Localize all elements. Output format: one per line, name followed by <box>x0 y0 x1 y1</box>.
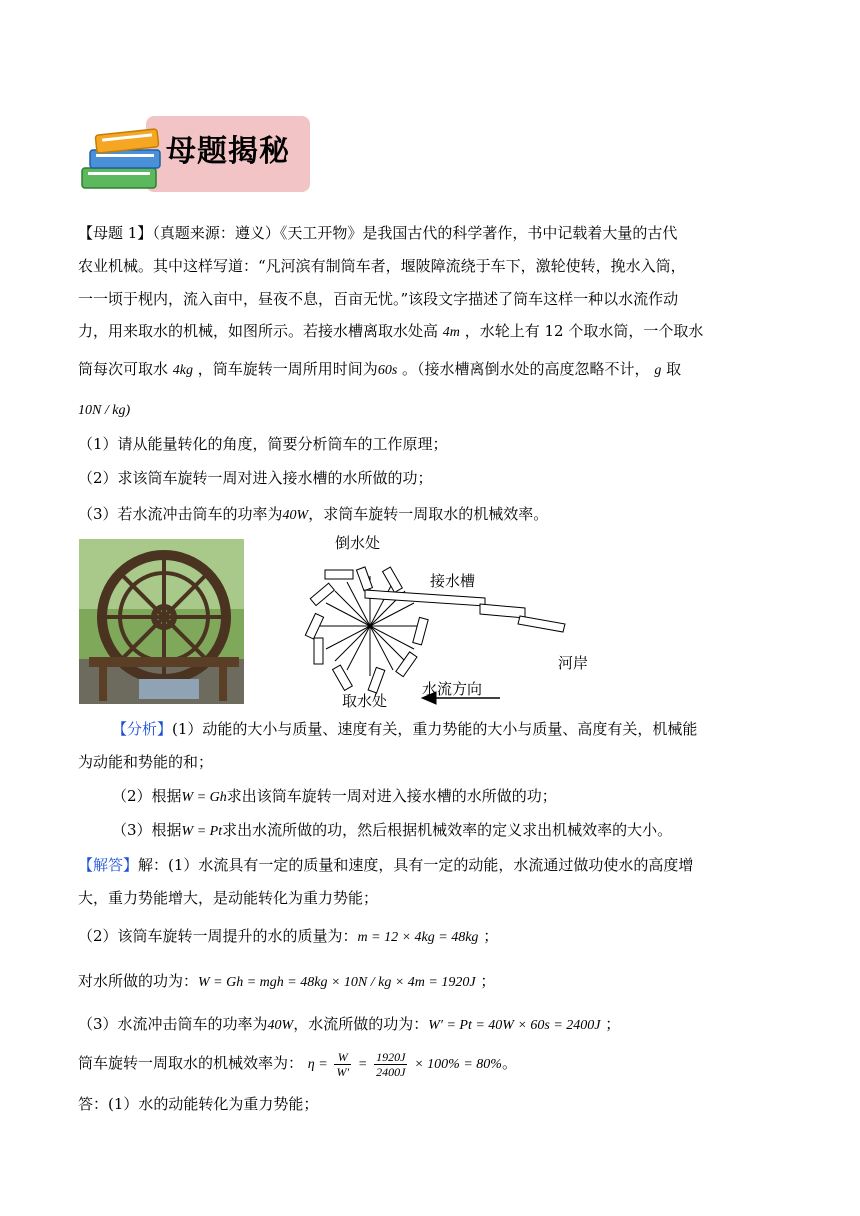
water-wheel-photo <box>79 539 244 704</box>
label-pour-point: 倒水处 <box>335 534 381 552</box>
answer-line-4: 对水所做的功为：W = Gh = mgh = 48kg × 10N / kg × 4m = 1920J ； <box>78 972 496 990</box>
answer-line-5: （3）水流冲击筒车的功率为40W，水流所做的功为：W′ = Pt = 40W × 60s = 2400J ； <box>78 1015 621 1033</box>
answer-line-6: 筒车旋转一周取水的机械效率为： η = $\frac{W}{W'}$ = $\frac{1920J}{2400J}$ × 100% = 80%。 <box>78 1049 517 1079</box>
problem-line-1: 【母题 1】（真题来源：遵义）《天工开物》是我国古代的科学著作，书中记载着大量的古代 <box>78 224 678 242</box>
question-2: （2）求该筒车旋转一周对进入接水槽的水所做的功； <box>78 469 433 487</box>
problem-line-6: 10N / kg) <box>78 403 131 418</box>
problem-line-3: 一一顷于枧内，流入亩中，昼夜不息，百亩无忧。”该段文字描述了筒车这样一种以水流作动 <box>78 290 679 308</box>
section-banner <box>78 116 310 192</box>
answer-line-3: （2）该筒车旋转一周提升的水的质量为：m = 12 × 4kg = 48kg ； <box>78 927 499 945</box>
analysis-line-4: （3）根据W = Pt求出水流所做的功，然后根据机械效率的定义求出机械效率的大小。 <box>112 821 673 839</box>
answer-line-2: 大，重力势能增大，是动能转化为重力势能； <box>78 889 379 907</box>
answer-line-1: 【解答】解：(1）水流具有一定的质量和速度，具有一定的动能，水流通过做功使水的高度增 <box>78 856 694 874</box>
books-icon <box>78 124 168 194</box>
problem-line-5: 筒每次可取水 4kg ，筒车旋转一周所用时间为60s 。（接水槽离倒水处的高度忽略不计， g 取 <box>78 360 682 378</box>
problem-line-4: 力，用来取水的机械，如图所示。若接水槽离取水处高 4m ，水轮上有 12 个取水筒，一个取水 <box>78 322 704 340</box>
analysis-line-1: 【分析】(1）动能的大小与质量、速度有关，重力势能的大小与质量、高度有关，机械能 <box>112 720 698 738</box>
answer-line-7: 答：(1）水的动能转化为重力势能； <box>78 1095 319 1113</box>
label-flow-direction: 水流方向 <box>422 680 483 698</box>
fraction-work-values: $\frac{1920J}{2400J}$ <box>376 1049 406 1079</box>
question-3: （3）若水流冲击筒车的功率为40W，求筒车旋转一周取水的机械效率。 <box>78 505 549 523</box>
label-intake-point: 取水处 <box>342 692 388 710</box>
label-trough: 接水槽 <box>430 572 476 590</box>
label-river-bank: 河岸 <box>558 654 589 672</box>
water-wheel-diagram <box>290 528 610 710</box>
banner-title: 母题揭秘 <box>166 134 290 169</box>
question-1: （1）请从能量转化的角度，简要分析筒车的工作原理； <box>78 435 448 453</box>
analysis-line-3: （2）根据W = Gh求出该筒车旋转一周对进入接水槽的水所做的功； <box>112 787 557 805</box>
analysis-line-2: 为动能和势能的和； <box>78 753 214 771</box>
fraction-w-over-w-prime: $\frac{W}{W'}$ <box>336 1049 350 1079</box>
problem-line-2: 农业机械。其中这样写道：“凡河滨有制筒车者，堰陂障流绕于车下，激轮使转，挽水入筒， <box>78 257 686 275</box>
